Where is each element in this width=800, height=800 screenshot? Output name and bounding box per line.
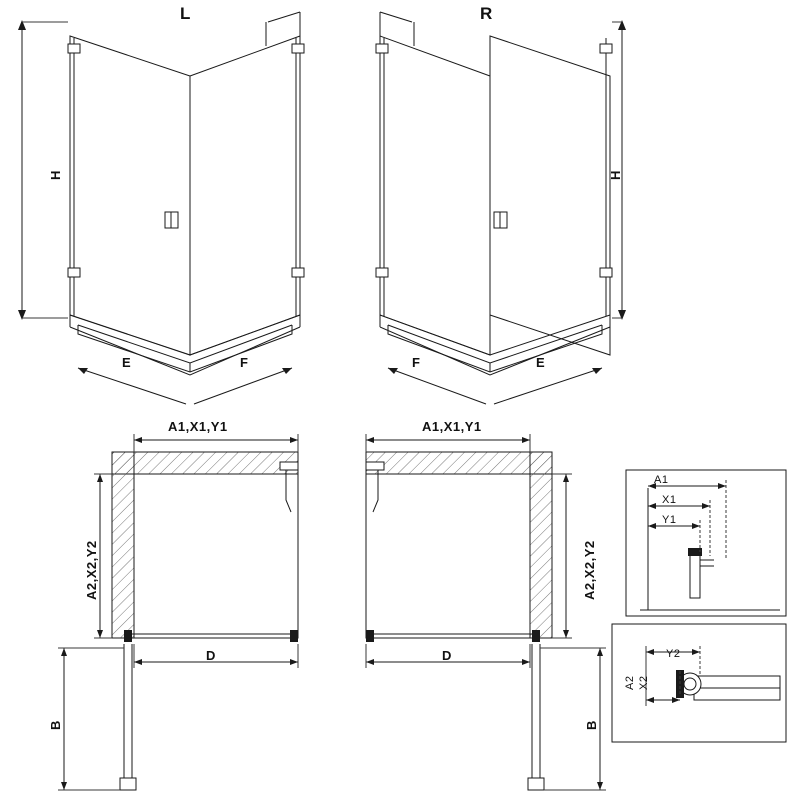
detail-top-label-x1: X1 (662, 494, 677, 506)
plan-left-side-dimension-label: A2,X2,Y2 (84, 540, 99, 600)
plan-left-door-dimension-label: B (48, 720, 63, 730)
plan-left-inner-dimension-label: D (206, 648, 216, 663)
detail-bottom-label-a2: A2 (624, 675, 636, 690)
detail-top-label-a1: A1 (654, 474, 669, 486)
plan-right-door-dimension-label: B (584, 720, 599, 730)
iso-right-base-label-f: F (412, 355, 421, 370)
iso-left-variant-label: L (180, 4, 191, 23)
plan-left-top-dimension-label: A1,X1,Y1 (168, 419, 228, 434)
iso-left-base-label-f: F (240, 355, 249, 370)
iso-left-height-label: H (48, 170, 63, 180)
plan-right-inner-dimension-label: D (442, 648, 452, 663)
plan-view-left (58, 434, 298, 790)
iso-right-variant-label: R (480, 4, 493, 23)
plan-view-right (366, 434, 606, 790)
plan-right-side-dimension-label: A2,X2,Y2 (582, 540, 597, 600)
iso-right-height-label: H (608, 170, 623, 180)
iso-view-right (370, 12, 626, 404)
detail-top-profile (626, 470, 786, 616)
iso-view-left (18, 12, 304, 404)
iso-left-base-label-e: E (122, 355, 132, 370)
detail-bottom-label-x2: X2 (638, 675, 650, 690)
detail-top-label-y1: Y1 (662, 514, 677, 526)
detail-bottom-label-y2: Y2 (666, 648, 681, 660)
iso-right-base-label-e: E (536, 355, 546, 370)
plan-right-top-dimension-label: A1,X1,Y1 (422, 419, 482, 434)
